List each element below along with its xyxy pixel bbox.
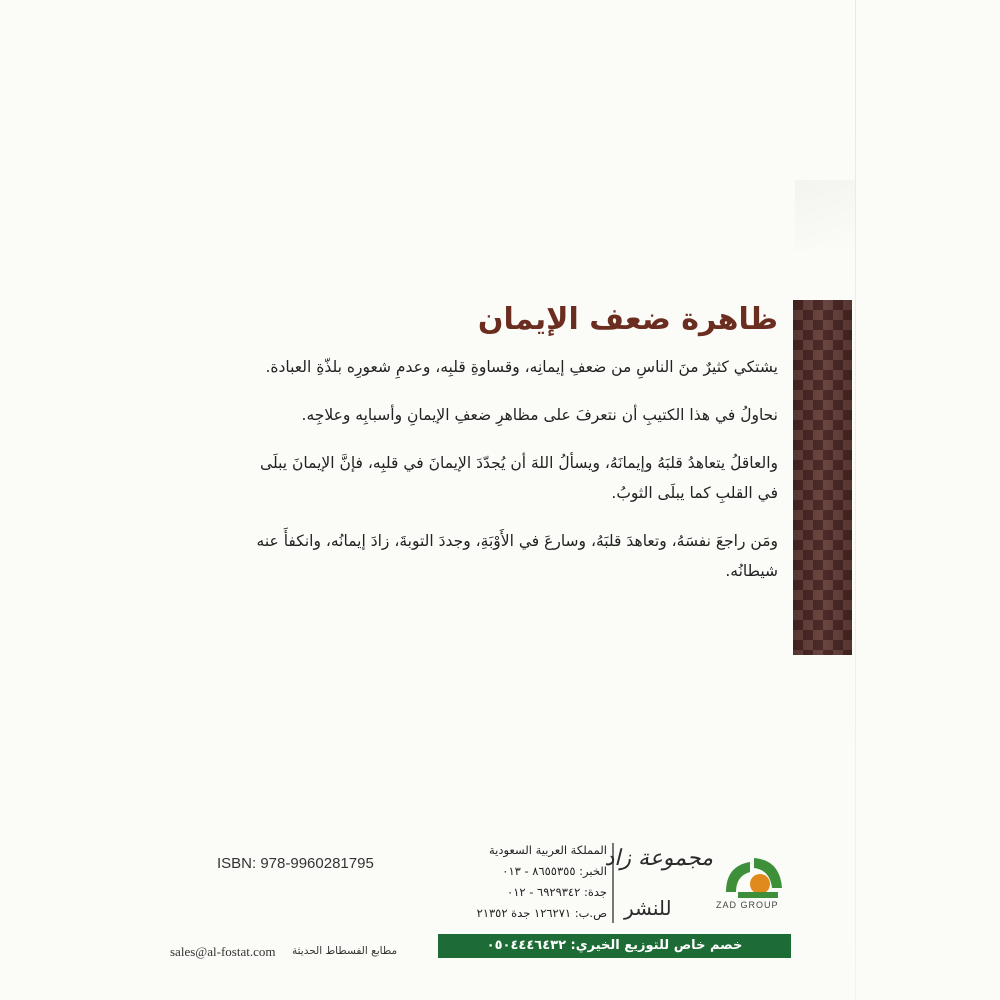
printer-name: مطابع الفسطاط الحديثة [292,945,398,957]
blurb-paragraph: يشتكي كثيرٌ منَ الناسِ من ضعفِ إيمانِه، وقساوةِ قلبِه، وعدمِ شعورِه بلذّةِ العبادة. [265,358,778,376]
blurb-paragraph: والعاقلُ يتعاهدُ قلبَهُ وإيمانَهُ، ويسألُ اللهَ أن يُجدّدَ الإيمانَ في قلبِه، فإنَّ الإيمانَ يبلَى في القلبِ كما يبلَى الثوبُ. [260,454,778,502]
contact-phone-khobar: الخبر: ٨٦٥٥٣٥٥ - ٠١٣ [502,864,607,878]
isbn-number: ISBN: 978-9960281795 [217,855,374,872]
charity-discount-banner: خصم خاص للتوزيع الخيري: ٠٥٠٤٤٤٦٤٣٢ [438,934,791,958]
page-edge [855,0,856,1000]
blurb-text [253,352,778,604]
publisher-logo [604,840,795,930]
blurb-paragraph: ومَن راجعَ نفسَهُ، وتعاهدَ قلبَهُ، وسارعَ في الأَوْبَةِ، وجددَ التوبةَ، زادَ إيمانُه، وانكفأَ عنه شيطانُه. [256,532,778,580]
publisher-name: مجموعة زاد [604,846,713,871]
zad-logo-icon [720,848,788,906]
contact-country: المملكة العربية السعودية [489,843,607,857]
decorative-pattern-band [793,300,852,655]
contact-phone-jeddah: جدة: ٦٩٢٩٣٤٢ - ٠١٢ [507,885,607,899]
publisher-contact [417,840,607,924]
publisher-latin-name: ZAD GROUP [716,900,779,910]
sales-email: sales@al-fostat.com [170,944,276,959]
publisher-suffix: للنشر [624,896,672,920]
blurb-paragraph: نحاولُ في هذا الكتيبِ أن نتعرفَ على مظاهرِ ضعفِ الإيمانِ وأسبابِه وعلاجِه. [301,406,778,424]
book-title: ظاهرة ضعف الإيمان [477,302,778,337]
page-shadow [795,180,855,250]
contact-po-box: ص.ب: ١٢٦٢٧١ جدة ٢١٣٥٢ [476,906,607,920]
